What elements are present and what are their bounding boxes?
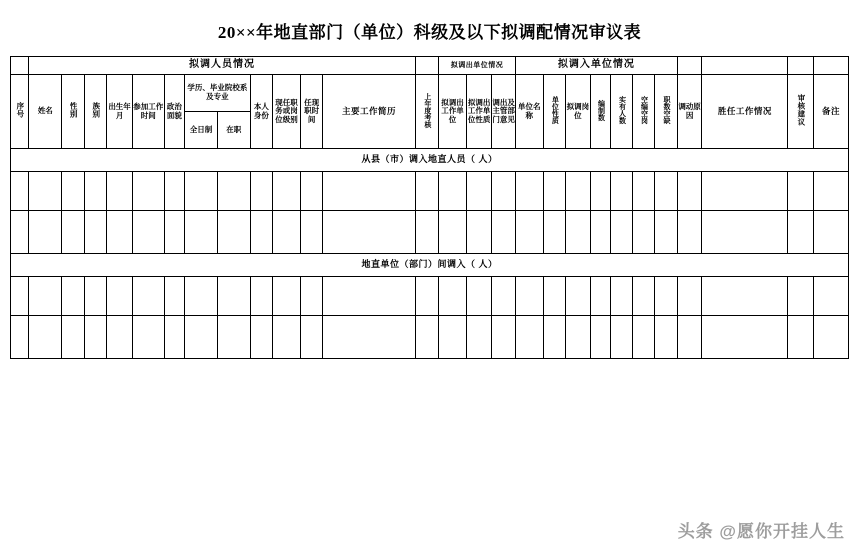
section-label-0: 从县（市）调入地直人员（ 人） <box>11 149 849 172</box>
cell-name[interactable] <box>29 211 62 254</box>
cell-ethnicity[interactable] <box>84 211 107 254</box>
cell-gender[interactable] <box>62 316 85 359</box>
col-header-education-group: 学历、毕业院校系及专业 <box>185 75 251 112</box>
cell-work-start[interactable] <box>132 172 164 211</box>
cell-work-start[interactable] <box>132 211 164 254</box>
cell-out-dept-opinion[interactable] <box>492 172 516 211</box>
cell-seq[interactable] <box>11 316 29 359</box>
cell-quota[interactable] <box>590 277 610 316</box>
cell-work-history[interactable] <box>323 277 415 316</box>
cell-seq[interactable] <box>11 172 29 211</box>
cell-out-dept-opinion[interactable] <box>492 316 516 359</box>
cell-transfer-reason[interactable] <box>677 316 702 359</box>
col-header-work-start: 参加工作时间 <box>132 75 164 149</box>
cell-post-since[interactable] <box>300 172 323 211</box>
cell-name[interactable] <box>29 316 62 359</box>
cell-current-post[interactable] <box>273 277 301 316</box>
cell-quota[interactable] <box>590 172 610 211</box>
cell-work-history[interactable] <box>323 172 415 211</box>
cell-work-history[interactable] <box>323 211 415 254</box>
cell-post-since[interactable] <box>300 277 323 316</box>
col-header-out-dept-opinion: 调出及主管部门意见 <box>492 75 516 149</box>
cell-actual-count[interactable] <box>611 211 633 254</box>
cell-out-work-unit[interactable] <box>439 277 467 316</box>
cell-political[interactable] <box>164 277 184 316</box>
cell-remarks[interactable] <box>813 277 848 316</box>
cell-in-post[interactable] <box>566 316 591 359</box>
cell-vacant-quota-post[interactable] <box>632 211 655 254</box>
col-header-post-since: 任现职时间 <box>300 75 323 149</box>
cell-in-unit-name[interactable] <box>515 211 543 254</box>
watermark: 头条 @愿你开挂人生 <box>677 522 845 541</box>
transfer-review-table <box>10 56 849 359</box>
col-header-remarks: 备注 <box>813 75 848 149</box>
cell-competency[interactable] <box>702 172 788 211</box>
cell-post-since[interactable] <box>300 211 323 254</box>
cell-education-inservice[interactable] <box>217 172 250 211</box>
cell-in-unit-name[interactable] <box>515 277 543 316</box>
col-header-current-post: 现任职务或岗位级别 <box>273 75 301 149</box>
col-header-education-inservice: 在职 <box>217 112 250 149</box>
cell-last-year-review[interactable] <box>415 211 439 254</box>
col-header-transfer-reason: 调动原因 <box>677 75 702 149</box>
col-header-in-unit-name: 单位名称 <box>515 75 543 149</box>
cell-education-fulltime[interactable] <box>185 211 218 254</box>
cell-out-unit-nature[interactable] <box>466 211 492 254</box>
cell-education-fulltime[interactable] <box>185 172 218 211</box>
cell-gender[interactable] <box>62 211 85 254</box>
cell-name[interactable] <box>29 172 62 211</box>
cell-last-year-review[interactable] <box>415 277 439 316</box>
cell-out-unit-nature[interactable] <box>466 316 492 359</box>
cell-seq[interactable] <box>11 211 29 254</box>
col-header-in-post: 拟调岗位 <box>566 75 591 149</box>
cell-review-opinion[interactable] <box>788 316 814 359</box>
cell-vacant-position[interactable] <box>655 172 678 211</box>
cell-out-dept-opinion[interactable] <box>492 277 516 316</box>
cell-current-post[interactable] <box>273 211 301 254</box>
col-header-competency: 胜任工作情况 <box>702 75 788 149</box>
col-header-education-fulltime: 全日制 <box>185 112 218 149</box>
cell-competency[interactable] <box>702 277 788 316</box>
cell-competency[interactable] <box>702 211 788 254</box>
cell-review-opinion[interactable] <box>788 277 814 316</box>
cell-review-opinion[interactable] <box>788 211 814 254</box>
cell-political[interactable] <box>164 316 184 359</box>
cell-vacant-position[interactable] <box>655 316 678 359</box>
col-header-quota: 编制数 <box>590 75 610 149</box>
cell-in-unit-name[interactable] <box>515 316 543 359</box>
cell-vacant-position[interactable] <box>655 211 678 254</box>
cell-birth[interactable] <box>107 172 133 211</box>
cell-in-post[interactable] <box>566 172 591 211</box>
cell-transfer-reason[interactable] <box>677 211 702 254</box>
table-row[interactable] <box>11 211 849 254</box>
cell-out-work-unit[interactable] <box>439 316 467 359</box>
col-header-work-history: 主要工作简历 <box>323 75 415 149</box>
cell-current-post[interactable] <box>273 316 301 359</box>
cell-last-year-review[interactable] <box>415 316 439 359</box>
section-label-1: 地直单位（部门）间调入（ 人） <box>11 254 849 277</box>
cell-seq[interactable] <box>11 277 29 316</box>
cell-out-unit-nature[interactable] <box>466 172 492 211</box>
cell-political[interactable] <box>164 172 184 211</box>
cell-transfer-reason[interactable] <box>677 277 702 316</box>
cell-review-opinion[interactable] <box>788 172 814 211</box>
group-header-transfer-out: 拟调出单位情况 <box>439 57 516 75</box>
group-spacer-reason <box>677 57 702 75</box>
cell-education-fulltime[interactable] <box>185 277 218 316</box>
cell-vacant-quota-post[interactable] <box>632 172 655 211</box>
cell-in-unit-name[interactable] <box>515 172 543 211</box>
cell-in-unit-nature[interactable] <box>543 316 566 359</box>
group-spacer-seq <box>11 57 29 75</box>
cell-identity[interactable] <box>250 172 273 211</box>
section-header-row <box>11 254 849 277</box>
col-header-seq: 序号 <box>11 75 29 149</box>
page-title: 20××年地直部门（单位）科级及以下拟调配情况审议表 <box>217 23 642 42</box>
cell-in-unit-nature[interactable] <box>543 277 566 316</box>
cell-actual-count[interactable] <box>611 277 633 316</box>
col-header-last-year-review: 上年度考核 <box>415 75 439 149</box>
cell-out-work-unit[interactable] <box>439 211 467 254</box>
col-header-out-unit-nature: 拟调出工作单位性质 <box>466 75 492 149</box>
cell-birth[interactable] <box>107 211 133 254</box>
col-header-political: 政治面貌 <box>164 75 184 149</box>
col-header-identity: 本人身份 <box>250 75 273 149</box>
col-header-name: 姓名 <box>29 75 62 149</box>
section-header-row <box>11 149 849 172</box>
cell-name[interactable] <box>29 277 62 316</box>
cell-out-work-unit[interactable] <box>439 172 467 211</box>
cell-remarks[interactable] <box>813 211 848 254</box>
column-header-row <box>11 75 849 112</box>
cell-in-unit-nature[interactable] <box>543 211 566 254</box>
cell-in-post[interactable] <box>566 277 591 316</box>
group-spacer-opinion <box>788 57 814 75</box>
cell-actual-count[interactable] <box>611 172 633 211</box>
cell-post-since[interactable] <box>300 316 323 359</box>
cell-vacant-position[interactable] <box>655 277 678 316</box>
cell-vacant-quota-post[interactable] <box>632 316 655 359</box>
col-header-vacant-quota-post: 空编空岗 <box>632 75 655 149</box>
col-header-gender: 性别 <box>62 75 85 149</box>
cell-quota[interactable] <box>590 211 610 254</box>
cell-in-unit-nature[interactable] <box>543 172 566 211</box>
cell-identity[interactable] <box>250 277 273 316</box>
col-header-actual-count: 实有人数 <box>611 75 633 149</box>
cell-ethnicity[interactable] <box>84 277 107 316</box>
group-header-transfer-in: 拟调入单位情况 <box>515 57 677 75</box>
col-header-out-work-unit: 拟调出工作单位 <box>439 75 467 149</box>
cell-current-post[interactable] <box>273 172 301 211</box>
cell-ethnicity[interactable] <box>84 316 107 359</box>
cell-transfer-reason[interactable] <box>677 172 702 211</box>
group-header-personnel: 拟调人员情况 <box>29 57 415 75</box>
group-spacer-competency <box>702 57 788 75</box>
group-spacer-review <box>415 57 439 75</box>
cell-out-unit-nature[interactable] <box>466 277 492 316</box>
cell-actual-count[interactable] <box>611 316 633 359</box>
cell-last-year-review[interactable] <box>415 172 439 211</box>
cell-remarks[interactable] <box>813 316 848 359</box>
cell-gender[interactable] <box>62 277 85 316</box>
cell-education-inservice[interactable] <box>217 211 250 254</box>
cell-birth[interactable] <box>107 277 133 316</box>
group-spacer-remarks <box>813 57 848 75</box>
cell-identity[interactable] <box>250 211 273 254</box>
cell-identity[interactable] <box>250 316 273 359</box>
cell-in-post[interactable] <box>566 211 591 254</box>
cell-work-history[interactable] <box>323 316 415 359</box>
cell-work-start[interactable] <box>132 277 164 316</box>
cell-work-start[interactable] <box>132 316 164 359</box>
cell-political[interactable] <box>164 211 184 254</box>
cell-remarks[interactable] <box>813 172 848 211</box>
cell-vacant-quota-post[interactable] <box>632 277 655 316</box>
cell-competency[interactable] <box>702 316 788 359</box>
col-header-review-opinion: 审核建议 <box>788 75 814 149</box>
table-row[interactable] <box>11 172 849 211</box>
group-header-row <box>11 57 849 75</box>
cell-education-inservice[interactable] <box>217 316 250 359</box>
table-row[interactable] <box>11 277 849 316</box>
cell-out-dept-opinion[interactable] <box>492 211 516 254</box>
col-header-birth: 出生年月 <box>107 75 133 149</box>
cell-education-fulltime[interactable] <box>185 316 218 359</box>
cell-education-inservice[interactable] <box>217 277 250 316</box>
col-header-in-unit-nature: 单位性质 <box>543 75 566 149</box>
cell-ethnicity[interactable] <box>84 172 107 211</box>
cell-quota[interactable] <box>590 316 610 359</box>
col-header-vacant-position: 职数空缺 <box>655 75 678 149</box>
table-row[interactable] <box>11 316 849 359</box>
cell-gender[interactable] <box>62 172 85 211</box>
col-header-ethnicity: 族别 <box>84 75 107 149</box>
cell-birth[interactable] <box>107 316 133 359</box>
